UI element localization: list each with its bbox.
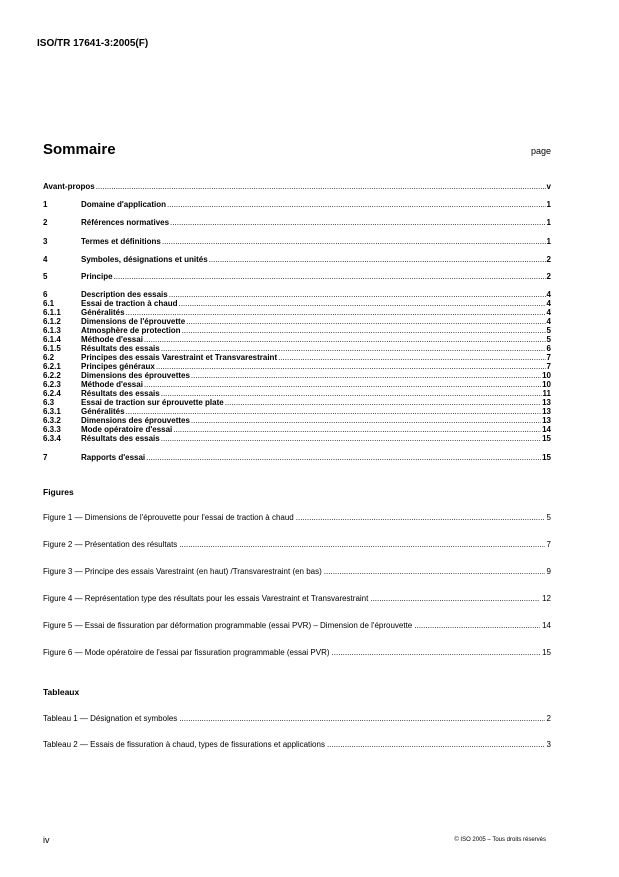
toc-entry[interactable] bbox=[43, 425, 551, 434]
toc-entry[interactable] bbox=[43, 200, 551, 209]
toc-text: Domaine d'application bbox=[81, 200, 167, 209]
toc-entry[interactable] bbox=[43, 290, 551, 299]
toc-number: 6.2 bbox=[43, 353, 55, 362]
toc-number: 6.1.5 bbox=[43, 344, 61, 353]
figure-text: Figure 1 — Dimensions de l'éprouvette pour l'essai de traction à chaud bbox=[43, 513, 294, 522]
figure-entry[interactable] bbox=[43, 648, 551, 657]
figure-page: 7 bbox=[546, 540, 551, 549]
toc-entry[interactable] bbox=[43, 326, 551, 335]
toc-page: 10 bbox=[542, 371, 551, 380]
toc-page: 6 bbox=[546, 344, 551, 353]
toc-page: 1 bbox=[546, 237, 551, 246]
table-page: 2 bbox=[546, 714, 551, 723]
toc-text: Principe bbox=[81, 272, 113, 281]
toc-number: 6.2.4 bbox=[43, 389, 61, 398]
toc-text: Dimensions des éprouvettes bbox=[81, 416, 190, 425]
toc-text: Termes et définitions bbox=[81, 237, 161, 246]
toc-page: 7 bbox=[546, 362, 551, 371]
toc-entry[interactable] bbox=[43, 416, 551, 425]
toc-number: 6.3.2 bbox=[43, 416, 61, 425]
toc-entry[interactable] bbox=[43, 353, 551, 362]
toc-page: 4 bbox=[546, 299, 551, 308]
toc-entry[interactable] bbox=[43, 434, 551, 443]
toc-number: 6.3.3 bbox=[43, 425, 61, 434]
toc-entry[interactable] bbox=[43, 272, 551, 281]
toc-entry[interactable] bbox=[43, 380, 551, 389]
toc-text: Généralités bbox=[81, 308, 125, 317]
figure-text: Figure 3 — Principe des essais Varestraint (en haut) /Transvarestraint (en bas) bbox=[43, 567, 322, 576]
toc-page: 15 bbox=[542, 434, 551, 443]
table-text: Tableau 2 — Essais de fissuration à chaud, types de fissurations et applications bbox=[43, 740, 325, 749]
toc-number: 6.1.3 bbox=[43, 326, 61, 335]
toc-number: 2 bbox=[43, 218, 48, 227]
toc-text: Méthode d'essai bbox=[81, 380, 143, 389]
toc-number: 6 bbox=[43, 290, 48, 299]
toc-entry[interactable] bbox=[43, 308, 551, 317]
toc-text: Dimensions des éprouvettes bbox=[81, 371, 190, 380]
toc-page: 1 bbox=[546, 218, 551, 227]
figure-page: 15 bbox=[542, 648, 551, 657]
toc-text: Symboles, désignations et unités bbox=[81, 255, 208, 264]
figure-entry[interactable] bbox=[43, 621, 551, 630]
toc-number: 6.3 bbox=[43, 398, 55, 407]
toc-page: 4 bbox=[546, 290, 551, 299]
document-id: ISO/TR 17641-3:2005(F) bbox=[37, 38, 149, 49]
table-page: 3 bbox=[546, 740, 551, 749]
toc-entry[interactable] bbox=[43, 362, 551, 371]
footer-page-number: iv bbox=[43, 835, 50, 845]
table-text: Tableau 1 — Désignation et symboles bbox=[43, 714, 178, 723]
figures-heading: Figures bbox=[43, 487, 74, 497]
toc-page: 13 bbox=[542, 416, 551, 425]
toc-text: Principes des essais Varestraint et Transvarestraint bbox=[81, 353, 278, 362]
table-entry[interactable] bbox=[43, 714, 551, 723]
toc-entry[interactable] bbox=[43, 317, 551, 326]
toc-number: 3 bbox=[43, 237, 48, 246]
figure-text: Figure 5 — Essai de fissuration par déformation programmable (essai PVR) – Dimension de l'éprouvette bbox=[43, 621, 413, 630]
toc-number: 4 bbox=[43, 255, 48, 264]
figure-page: 14 bbox=[542, 621, 551, 630]
toc-text: Résultats des essais bbox=[81, 434, 160, 443]
figure-text: Figure 2 — Présentation des résultats bbox=[43, 540, 178, 549]
toc-page: v bbox=[546, 182, 551, 191]
footer-copyright: © ISO 2005 – Tous droits réservés bbox=[454, 837, 546, 843]
table-entry[interactable] bbox=[43, 740, 551, 749]
figure-entry[interactable] bbox=[43, 540, 551, 549]
toc-entry[interactable] bbox=[43, 218, 551, 227]
figure-page: 12 bbox=[542, 594, 551, 603]
toc-text: Résultats des essais bbox=[81, 344, 160, 353]
toc-number: 6.1.4 bbox=[43, 335, 61, 344]
toc-number: 6.2.1 bbox=[43, 362, 61, 371]
toc-number: 7 bbox=[43, 453, 48, 462]
toc-page: 13 bbox=[542, 407, 551, 416]
toc-number: 6.1 bbox=[43, 299, 55, 308]
figure-page: 5 bbox=[546, 513, 551, 522]
toc-entry[interactable] bbox=[43, 453, 551, 462]
toc-page: 5 bbox=[546, 335, 551, 344]
toc-number: 1 bbox=[43, 200, 48, 209]
toc-page: 7 bbox=[546, 353, 551, 362]
toc-text: Mode opératoire d'essai bbox=[81, 425, 173, 434]
toc-number: 6.1.2 bbox=[43, 317, 61, 326]
toc-entry[interactable] bbox=[43, 237, 551, 246]
toc-entry[interactable] bbox=[43, 407, 551, 416]
toc-page: 1 bbox=[546, 200, 551, 209]
toc-text: Dimensions de l'éprouvette bbox=[81, 317, 186, 326]
toc-page: 2 bbox=[546, 255, 551, 264]
page-column-label: page bbox=[530, 146, 551, 156]
toc-page: 13 bbox=[542, 398, 551, 407]
toc-page: 10 bbox=[542, 380, 551, 389]
toc-entry[interactable] bbox=[43, 299, 551, 308]
toc-page: 4 bbox=[546, 308, 551, 317]
toc-page: 5 bbox=[546, 326, 551, 335]
toc-entry[interactable] bbox=[43, 398, 551, 407]
figure-entry[interactable] bbox=[43, 513, 551, 522]
toc-text: Essai de traction sur éprouvette plate bbox=[81, 398, 224, 407]
toc-entry[interactable] bbox=[43, 255, 551, 264]
figure-entry[interactable] bbox=[43, 594, 551, 603]
toc-text: Résultats des essais bbox=[81, 389, 160, 398]
toc-text: Description des essais bbox=[81, 290, 168, 299]
toc-page: 4 bbox=[546, 317, 551, 326]
toc-number: 6.3.4 bbox=[43, 434, 61, 443]
toc-page: 11 bbox=[542, 389, 551, 398]
toc-entry[interactable] bbox=[43, 182, 551, 191]
toc-text: Méthode d'essai bbox=[81, 335, 143, 344]
toc-entry[interactable] bbox=[43, 344, 551, 353]
toc-number: 6.1.1 bbox=[43, 308, 61, 317]
toc-entry[interactable] bbox=[43, 371, 551, 380]
toc-page: 2 bbox=[546, 272, 551, 281]
toc-page: 14 bbox=[542, 425, 551, 434]
toc-text: Avant-propos bbox=[43, 182, 95, 191]
toc-number: 6.3.1 bbox=[43, 407, 61, 416]
toc-text: Rapports d'essai bbox=[81, 453, 146, 462]
toc-text: Essai de traction à chaud bbox=[81, 299, 178, 308]
tables-heading: Tableaux bbox=[43, 687, 80, 697]
toc-text: Principes généraux bbox=[81, 362, 155, 371]
toc-page: 15 bbox=[542, 453, 551, 462]
toc-number: 5 bbox=[43, 272, 48, 281]
figure-page: 9 bbox=[546, 567, 551, 576]
figure-entry[interactable] bbox=[43, 567, 551, 576]
page-title: Sommaire bbox=[43, 141, 116, 158]
toc-entry[interactable] bbox=[43, 335, 551, 344]
toc-number: 6.2.2 bbox=[43, 371, 61, 380]
toc-text: Généralités bbox=[81, 407, 125, 416]
figure-text: Figure 6 — Mode opératoire de l'essai par fissuration programmable (essai PVR) bbox=[43, 648, 330, 657]
toc-number: 6.2.3 bbox=[43, 380, 61, 389]
toc-text: Références normatives bbox=[81, 218, 170, 227]
toc-text: Atmosphère de protection bbox=[81, 326, 181, 335]
toc-entry[interactable] bbox=[43, 389, 551, 398]
figure-text: Figure 4 — Représentation type des résultats pour les essais Varestraint et Transvarestraint bbox=[43, 594, 369, 603]
